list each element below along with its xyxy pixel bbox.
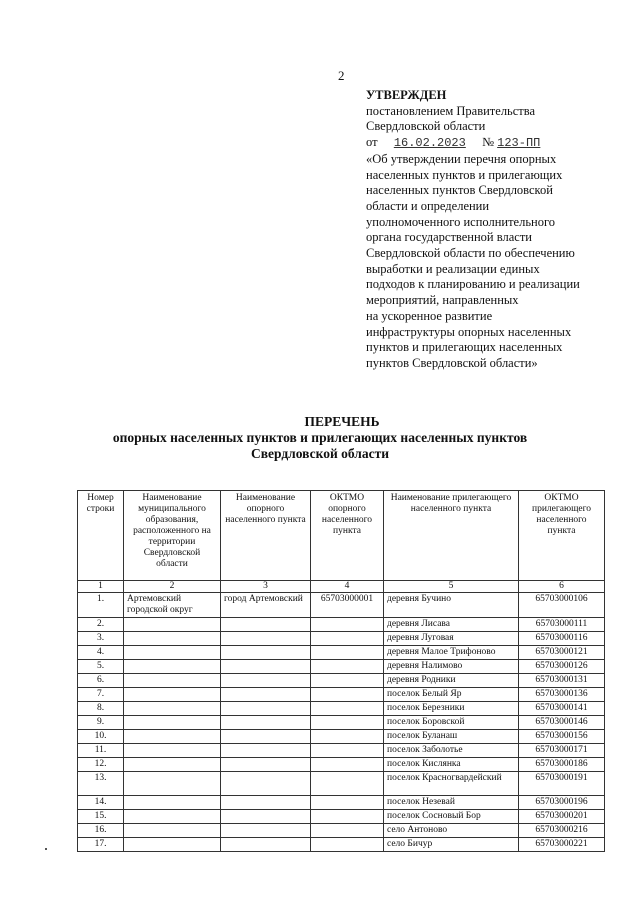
hub-settlement-cell — [221, 618, 311, 632]
table-row — [78, 660, 605, 674]
scan-speck — [45, 848, 47, 850]
header-municipality: Наименование муниципального образования, расположенного на территории Свердловской области — [124, 491, 221, 581]
row-number-cell: 16. — [78, 824, 124, 838]
adjacent-oktmo-cell: 65703000131 — [519, 674, 605, 688]
adjacent-settlement-cell: поселок Сосновый Бор — [384, 810, 519, 824]
table-row — [78, 758, 605, 772]
table-row — [78, 838, 605, 852]
hub-oktmo-cell — [311, 744, 384, 758]
hub-settlement-cell — [221, 758, 311, 772]
row-number-cell: 1. — [78, 593, 124, 618]
approval-line-1: постановлением Правительства — [366, 103, 536, 118]
adjacent-settlement-cell: деревня Родники — [384, 674, 519, 688]
hub-oktmo-cell — [311, 702, 384, 716]
approval-date-line — [366, 135, 628, 152]
table-row — [78, 674, 605, 688]
approval-number: 123-ПП — [497, 136, 541, 151]
column-number: 3 — [221, 581, 311, 593]
municipality-cell — [124, 632, 221, 646]
approval-line-2: Свердловской области — [366, 119, 486, 134]
adjacent-oktmo-cell: 65703000111 — [519, 618, 605, 632]
adjacent-settlement-cell: деревня Лисава — [384, 618, 519, 632]
quote-line: Свердловской области по обеспечению — [366, 246, 575, 261]
adjacent-settlement-cell: поселок Кислянка — [384, 758, 519, 772]
hub-settlement-cell — [221, 688, 311, 702]
hub-settlement-cell — [221, 660, 311, 674]
adjacent-settlement-cell: поселок Березники — [384, 702, 519, 716]
row-number-cell: 14. — [78, 796, 124, 810]
hub-oktmo-cell — [311, 660, 384, 674]
table-row — [78, 716, 605, 730]
adjacent-oktmo-cell: 65703000201 — [519, 810, 605, 824]
municipality-cell — [124, 772, 221, 796]
adjacent-settlement-cell: деревня Бучино — [384, 593, 519, 618]
table-row — [78, 744, 605, 758]
municipality-cell — [124, 730, 221, 744]
column-number-row — [78, 581, 605, 593]
header-adjacent-oktmo: ОКТМО прилегающего населенного пункта — [519, 491, 605, 581]
adjacent-oktmo-cell: 65703000126 — [519, 660, 605, 674]
quote-line: на ускоренное развитие — [366, 308, 493, 323]
row-number-cell: 15. — [78, 810, 124, 824]
hub-oktmo-cell — [311, 674, 384, 688]
approval-block — [366, 88, 628, 372]
hub-settlement-cell — [221, 702, 311, 716]
hub-oktmo-cell — [311, 772, 384, 796]
page-number: 2 — [338, 68, 345, 83]
hub-oktmo-cell: 65703000001 — [311, 593, 384, 618]
heading-region: Свердловской области — [250, 446, 390, 461]
hub-oktmo-cell — [311, 824, 384, 838]
adjacent-settlement-cell: поселок Белый Яр — [384, 688, 519, 702]
row-number-cell: 2. — [78, 618, 124, 632]
hub-oktmo-cell — [311, 810, 384, 824]
table-row — [78, 702, 605, 716]
adjacent-oktmo-cell: 65703000221 — [519, 838, 605, 852]
hub-oktmo-cell — [311, 646, 384, 660]
municipality-cell — [124, 758, 221, 772]
adjacent-settlement-cell: поселок Красногвардейский — [384, 772, 519, 796]
document-heading — [0, 414, 640, 462]
adjacent-oktmo-cell: 65703000216 — [519, 824, 605, 838]
hub-oktmo-cell — [311, 838, 384, 852]
adjacent-settlement-cell: деревня Налимово — [384, 660, 519, 674]
hub-settlement-cell — [221, 730, 311, 744]
quote-line: «Об утверждении перечня опорных — [366, 151, 557, 166]
adjacent-oktmo-cell: 65703000121 — [519, 646, 605, 660]
table-header-row — [78, 491, 605, 581]
header-adjacent-settlement: Наименование прилегающего населенного пункта — [384, 491, 519, 581]
settlements-table-wrapper — [77, 490, 604, 852]
hub-settlement-cell — [221, 716, 311, 730]
adjacent-oktmo-cell: 65703000106 — [519, 593, 605, 618]
hub-settlement-cell — [221, 824, 311, 838]
column-number: 1 — [78, 581, 124, 593]
row-number-cell: 3. — [78, 632, 124, 646]
adjacent-oktmo-cell: 65703000146 — [519, 716, 605, 730]
hub-oktmo-cell — [311, 730, 384, 744]
adjacent-settlement-cell: село Бичур — [384, 838, 519, 852]
date-prefix: от — [366, 135, 378, 150]
adjacent-settlement-cell: поселок Заболотье — [384, 744, 519, 758]
hub-oktmo-cell — [311, 716, 384, 730]
row-number-cell: 6. — [78, 674, 124, 688]
header-hub-settlement: Наименование опорного населенного пункта — [221, 491, 311, 581]
municipality-cell — [124, 646, 221, 660]
row-number-cell: 12. — [78, 758, 124, 772]
table-row — [78, 618, 605, 632]
heading-subtitle: опорных населенных пунктов и прилегающих населенных пунктов — [112, 430, 528, 445]
adjacent-settlement-cell: село Антоново — [384, 824, 519, 838]
row-number-cell: 13. — [78, 772, 124, 796]
row-number-cell: 5. — [78, 660, 124, 674]
adjacent-settlement-cell: поселок Незевай — [384, 796, 519, 810]
header-row-number: Номер строки — [78, 491, 124, 581]
table-row — [78, 646, 605, 660]
quote-line: выработки и реализации единых — [366, 261, 540, 276]
quote-line: пунктов и прилегающих населенных — [366, 340, 563, 355]
column-number: 5 — [384, 581, 519, 593]
table-row — [78, 810, 605, 824]
adjacent-oktmo-cell: 65703000156 — [519, 730, 605, 744]
hub-settlement-cell — [221, 810, 311, 824]
quote-line: подходов к планированию и реализации — [366, 277, 580, 292]
municipality-cell — [124, 688, 221, 702]
hub-settlement-cell — [221, 744, 311, 758]
hub-oktmo-cell — [311, 632, 384, 646]
quote-line: пунктов Свердловской области» — [366, 355, 538, 370]
header-hub-oktmo: ОКТМО опорного населенного пункта — [311, 491, 384, 581]
quote-line: населенных пунктов Свердловской — [366, 183, 553, 198]
quote-line: органа государственной власти — [366, 230, 532, 245]
row-number-cell: 9. — [78, 716, 124, 730]
row-number-cell: 11. — [78, 744, 124, 758]
quote-line: области и определении — [366, 198, 490, 213]
number-prefix: № — [482, 135, 495, 150]
table-row — [78, 796, 605, 810]
table-row — [78, 824, 605, 838]
municipality-cell — [124, 810, 221, 824]
row-number-cell: 4. — [78, 646, 124, 660]
hub-settlement-cell — [221, 772, 311, 796]
hub-settlement-cell — [221, 632, 311, 646]
quote-line: уполномоченного исполнительного — [366, 214, 556, 229]
hub-oktmo-cell — [311, 688, 384, 702]
hub-settlement-cell — [221, 674, 311, 688]
municipality-cell — [124, 618, 221, 632]
municipality-cell — [124, 660, 221, 674]
municipality-cell — [124, 796, 221, 810]
settlements-table — [77, 490, 605, 852]
row-number-cell: 17. — [78, 838, 124, 852]
hub-oktmo-cell — [311, 758, 384, 772]
column-number: 6 — [519, 581, 605, 593]
hub-settlement-cell — [221, 838, 311, 852]
municipality-cell — [124, 838, 221, 852]
approval-date: 16.02.2023 — [393, 136, 466, 151]
table-row — [78, 593, 605, 618]
row-number-cell: 8. — [78, 702, 124, 716]
adjacent-settlement-cell: поселок Боровской — [384, 716, 519, 730]
adjacent-oktmo-cell: 65703000136 — [519, 688, 605, 702]
adjacent-settlement-cell: деревня Малое Трифоново — [384, 646, 519, 660]
table-row — [78, 688, 605, 702]
adjacent-oktmo-cell: 65703000196 — [519, 796, 605, 810]
hub-settlement-cell — [221, 646, 311, 660]
adjacent-oktmo-cell: 65703000191 — [519, 772, 605, 796]
municipality-cell — [124, 716, 221, 730]
quote-line: населенных пунктов и прилегающих — [366, 167, 563, 182]
adjacent-oktmo-cell: 65703000141 — [519, 702, 605, 716]
hub-oktmo-cell — [311, 796, 384, 810]
adjacent-settlement-cell: поселок Буланаш — [384, 730, 519, 744]
quote-line: инфраструктуры опорных населенных — [366, 324, 572, 339]
adjacent-oktmo-cell: 65703000171 — [519, 744, 605, 758]
approval-quote — [366, 152, 628, 372]
table-row — [78, 772, 605, 796]
municipality-cell — [124, 702, 221, 716]
approval-title: УТВЕРЖДЕН — [366, 88, 447, 102]
table-row — [78, 632, 605, 646]
quote-line: мероприятий, направленных — [366, 293, 519, 308]
table-row — [78, 730, 605, 744]
municipality-cell — [124, 824, 221, 838]
adjacent-oktmo-cell: 65703000186 — [519, 758, 605, 772]
hub-settlement-cell — [221, 796, 311, 810]
adjacent-oktmo-cell: 65703000116 — [519, 632, 605, 646]
municipality-cell — [124, 674, 221, 688]
municipality-cell — [124, 744, 221, 758]
row-number-cell: 7. — [78, 688, 124, 702]
heading-title: ПЕРЕЧЕНЬ — [304, 414, 380, 429]
hub-oktmo-cell — [311, 618, 384, 632]
hub-settlement-cell: город Артемовский — [221, 593, 311, 618]
column-number: 4 — [311, 581, 384, 593]
row-number-cell: 10. — [78, 730, 124, 744]
adjacent-settlement-cell: деревня Луговая — [384, 632, 519, 646]
column-number: 2 — [124, 581, 221, 593]
municipality-cell: Артемовский городской округ — [124, 593, 221, 618]
